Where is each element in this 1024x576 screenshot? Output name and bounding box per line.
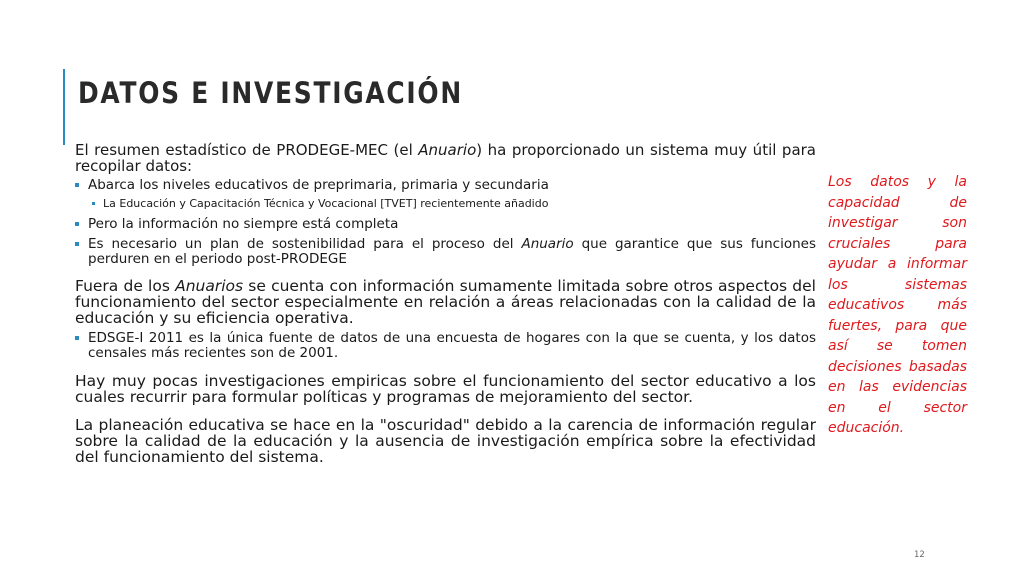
intro-text: El resumen estadístico de PRODEGE-MEC (el (75, 141, 419, 159)
paragraph-text-end: se cuenta con información sumamente limitada sobre otros aspectos del funcionamiento del sector especialmente en relación a áreas relacionadas con la calidad de la educación y su eficiencia operativa. (75, 277, 816, 327)
sidebar-note: Los datos y la capacidad de investigar son cruciales para ayudar a informar los sistemas educativos más fuertes, para que así se tomen decisiones basadas en las evidencias en el sector educación. (828, 174, 967, 436)
page-number: 12 (914, 550, 925, 560)
bullet-marker (75, 242, 79, 246)
bullet-marker (75, 336, 79, 340)
slide-title: DATOS E INVESTIGACIÓN (78, 76, 463, 110)
intro-text-end: ) ha proporcionado un sistema muy útil para recopilar datos: (75, 141, 816, 175)
paragraph-text: Fuera de los (75, 277, 176, 295)
bullet-text: Abarca los niveles educativos de preprimaria, primaria y secundaria (88, 177, 549, 193)
paragraph-research: Hay muy pocas investigaciones empiricas sobre el funcionamiento del sector educativo a los cuales recurrir para formular políticas y programas de mejoramiento del sector. (75, 372, 816, 406)
bullet-text-end: que garantice que sus funciones perduren en el periodo post-PRODEGE (88, 236, 816, 267)
intro-italic: Anuario (418, 141, 477, 159)
bullet-text: EDSGE-I 2011 es la única fuente de datos de una encuesta de hogares con la que se cuenta, y los datos censales más recientes son de 2001. (88, 330, 816, 361)
bullet-text: Es necesario un plan de sostenibilidad para el proceso del (88, 236, 522, 252)
paragraph-italic: Anuarios (175, 277, 244, 295)
bullet-levels (75, 178, 816, 193)
bullet-marker (75, 222, 79, 226)
bullet-incomplete (75, 217, 816, 232)
bullet-text: Pero la información no siempre está completa (88, 216, 399, 232)
intro-paragraph (75, 142, 816, 174)
paragraph-planning: La planeación educativa se hace en la "oscuridad" debido a la carencia de información regular sobre la calidad de la educación y la ausencia de investigación empírica sobre la efectividad del funcionamiento del sistema. (75, 416, 816, 466)
bullet-marker (92, 202, 95, 205)
bullet-italic: Anuario (521, 236, 574, 252)
title-accent-bar (63, 69, 65, 145)
bullet-marker (75, 183, 79, 187)
bullet-edsge (75, 331, 816, 361)
sub-bullet-text: La Educación y Capacitación Técnica y Vocacional [TVET] recientemente añadido (103, 197, 549, 210)
bullet-sustainability (75, 237, 816, 267)
paragraph-limited-info (75, 278, 816, 326)
sub-bullet-tvet (75, 197, 816, 211)
slide-body (75, 142, 816, 465)
